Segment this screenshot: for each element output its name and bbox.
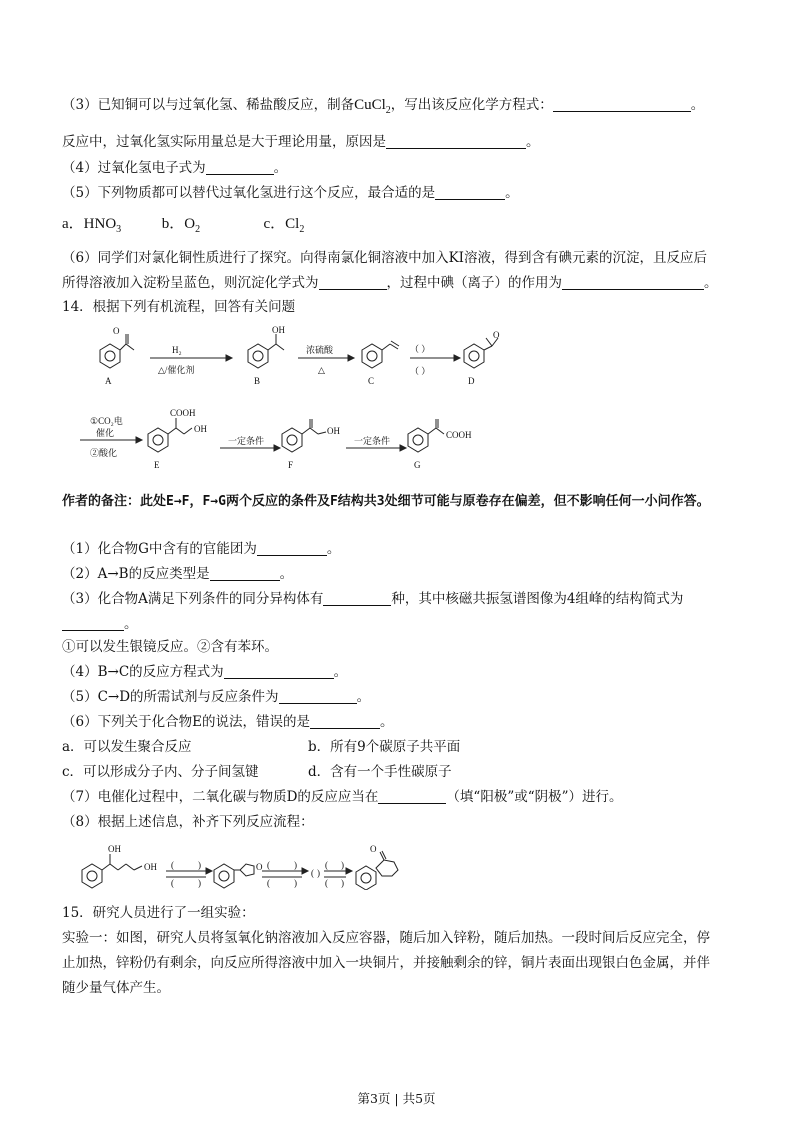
answer-blank[interactable] bbox=[378, 789, 446, 804]
q13-part6-line1: （6）同学们对氯化铜性质进行了探究。向得南氯化铜溶液中加入KI溶液，得到含有碘元素的沉淀，且反应后 bbox=[62, 250, 708, 266]
svg-text:): ) bbox=[341, 860, 344, 870]
q15-text-2: 止加热，锌粉仍有剩余，向反应所得溶液中加入一块铜片，并接触剩余的锌，铜片表面出现银白色金属，并伴 bbox=[62, 955, 710, 971]
label-c: C bbox=[368, 376, 375, 386]
option-c: c．可以形成分子内、分子间氢键 bbox=[62, 764, 259, 780]
page-footer: 第3页 | 共5页 bbox=[357, 1091, 436, 1106]
svg-text:(: ( bbox=[325, 860, 328, 870]
svg-text:(: ( bbox=[311, 868, 314, 878]
q14-part2: （2）A→B的反应类型是 。 bbox=[62, 566, 294, 582]
flow-label-oh: OH bbox=[108, 844, 121, 854]
label-e: E bbox=[154, 460, 160, 470]
cond-ab-top: H₂ bbox=[172, 345, 182, 355]
flow-label-o: O bbox=[256, 862, 263, 872]
q14-options-cd bbox=[62, 763, 743, 781]
reaction-scheme bbox=[60, 322, 500, 484]
compound-d-structure bbox=[464, 338, 498, 368]
q14-title: 14．根据下列有机流程，回答有关问题 bbox=[62, 299, 296, 315]
option-d: d．含有一个手性碳原子 bbox=[308, 764, 452, 780]
label-f: F bbox=[288, 460, 294, 470]
q14-part4: （4）B→C的反应方程式为 。 bbox=[62, 664, 348, 680]
cond-e-1: ①CO₂电 bbox=[90, 416, 123, 426]
svg-text:): ) bbox=[294, 878, 297, 888]
compound-g-structure bbox=[408, 419, 444, 452]
q14-part3-line2: 。 bbox=[62, 615, 743, 633]
q14-part5: （5）C→D的所需试剂与反应条件为 。 bbox=[62, 689, 371, 705]
svg-text:): ) bbox=[341, 878, 344, 888]
compound-a-structure bbox=[100, 334, 134, 368]
label-oh-f: OH bbox=[327, 426, 340, 436]
svg-text:(: ( bbox=[171, 878, 174, 888]
reaction-flow-2 bbox=[80, 840, 410, 890]
compound-c-structure bbox=[362, 341, 399, 368]
q14-part6: （6）下列关于化合物E的说法，错误的是 。 bbox=[62, 714, 394, 730]
label-o-epoxide: O bbox=[493, 330, 500, 340]
answer-blank[interactable] bbox=[224, 664, 334, 679]
svg-text:(: ( bbox=[267, 878, 270, 888]
svg-text:): ) bbox=[317, 868, 320, 878]
label-o: O bbox=[113, 326, 120, 336]
compound-e-structure bbox=[148, 418, 192, 452]
option-a: a．$HNO_3$ bbox=[62, 216, 122, 235]
answer-blank[interactable] bbox=[279, 689, 357, 704]
answer-blank[interactable] bbox=[553, 97, 691, 112]
compound-f-structure bbox=[282, 419, 326, 452]
q13-part4: （4）过氧化氢电子式为 。 bbox=[62, 160, 288, 176]
label-cooh-e: COOH bbox=[170, 408, 196, 418]
option-b: b．$O_2$ bbox=[161, 216, 201, 235]
compound-b-structure bbox=[248, 334, 284, 368]
q13-part5: （5）下列物质都可以替代过氧化氢进行这个反应，最合适的是 。 bbox=[62, 185, 519, 201]
label-cooh-g: COOH bbox=[446, 430, 472, 440]
label-b: B bbox=[254, 376, 261, 386]
q14-part7: （7）电催化过程中，二氧化碳与物质D的反应应当在 （填“阳极”或“阴极”）进行。 bbox=[62, 789, 623, 805]
label-oh: OH bbox=[272, 325, 285, 335]
label-g: G bbox=[414, 460, 421, 470]
svg-text:(: ( bbox=[267, 860, 270, 870]
answer-blank[interactable] bbox=[435, 185, 505, 200]
flow-label-oh-2: OH bbox=[144, 862, 157, 872]
q13-options bbox=[62, 215, 743, 239]
q13-part3-line2: 反应中，过氧化氢实际用量总是大于理论用量，原因是 。 bbox=[62, 134, 540, 150]
q14-part3-conditions: ①可以发生银镜反应。②含有苯环。 bbox=[62, 639, 278, 655]
label-d: D bbox=[468, 376, 475, 386]
cond-bc-bottom: △ bbox=[318, 365, 325, 375]
q15-text-1: 实验一：如图，研究人员将氢氧化钠溶液加入反应容器，随后加入锌粉，随后加热。一段时间后反应完全，停 bbox=[62, 930, 710, 946]
svg-text:): ) bbox=[198, 860, 201, 870]
cond-fg: 一定条件 bbox=[354, 436, 391, 446]
q13-part3: （3）已知铜可以与过氧化氢、稀盐酸反应，制备CuCl$_2$，写出该反应化学方程式： 。 bbox=[62, 97, 705, 116]
answer-blank[interactable] bbox=[386, 134, 526, 149]
answer-blank[interactable] bbox=[62, 616, 124, 631]
cond-ab-bottom: △/催化剂 bbox=[158, 365, 195, 375]
answer-blank[interactable] bbox=[323, 591, 391, 606]
q15-title: 15．研究人员进行了一组实验： bbox=[62, 905, 255, 921]
q14-part8: （8）根据上述信息，补齐下列反应流程： bbox=[62, 814, 314, 830]
flow-label-o-2: O bbox=[370, 844, 377, 854]
author-note: 作者的备注：此处E→F，F→G两个反应的条件及F结构共3处细节可能与原卷存在偏差，但不影响任何一小问作答。 bbox=[62, 494, 710, 509]
option-a: a．可以发生聚合反应 bbox=[62, 739, 192, 755]
label-a: A bbox=[105, 376, 112, 386]
answer-blank[interactable] bbox=[310, 714, 380, 729]
option-c: c．$Cl_2$ bbox=[263, 216, 305, 235]
answer-blank[interactable] bbox=[206, 160, 274, 175]
svg-text:(: ( bbox=[171, 860, 174, 870]
svg-text:): ) bbox=[198, 878, 201, 888]
answer-blank[interactable] bbox=[319, 275, 387, 290]
q15-text-3: 随少量气体产生。 bbox=[62, 980, 170, 996]
cond-ef: 一定条件 bbox=[228, 436, 265, 446]
answer-blank[interactable] bbox=[257, 541, 327, 556]
q14-part1: （1）化合物G中含有的官能团为 。 bbox=[62, 541, 341, 557]
cond-e-3: ②酸化 bbox=[90, 448, 118, 458]
svg-text:): ) bbox=[294, 860, 297, 870]
cucl2-formula: CuCl$_2$ bbox=[354, 97, 391, 116]
q13-part6-line2: 所得溶液加入淀粉呈蓝色，则沉淀化学式为 ，过程中碘（离子）的作用为 。 bbox=[62, 275, 718, 291]
cond-cd-top: （ ） bbox=[410, 344, 431, 354]
cond-e-2: 催化 bbox=[96, 428, 115, 438]
answer-blank[interactable] bbox=[210, 566, 280, 581]
svg-text:(: ( bbox=[325, 878, 328, 888]
cond-bc-top: 浓硫酸 bbox=[306, 345, 334, 355]
q14-options-ab bbox=[62, 738, 743, 756]
option-b: b．所有9个碳原子共平面 bbox=[308, 739, 461, 755]
label-oh-e: OH bbox=[194, 424, 207, 434]
cond-cd-bottom: （ ） bbox=[410, 366, 431, 376]
answer-blank[interactable] bbox=[562, 275, 704, 290]
q14-part3: （3）化合物A满足下列条件的同分异构体有 种，其中核磁共振氢谱图像为4组峰的结构简式为 bbox=[62, 591, 684, 607]
